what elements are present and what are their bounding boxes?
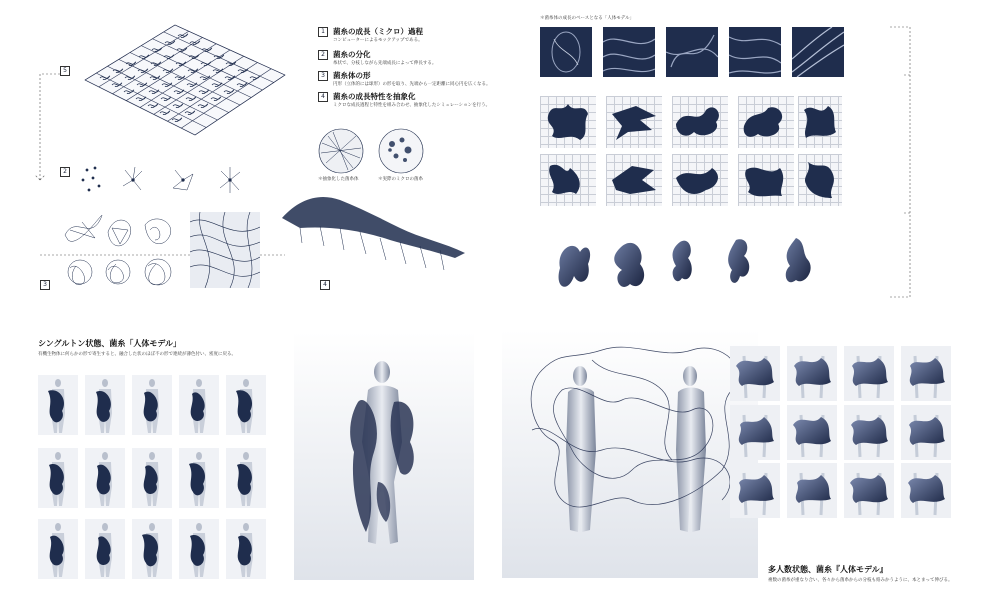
mycelium-landscape: [280, 188, 470, 278]
singleton-figure-large: [294, 332, 474, 580]
texture-thumb-1: [540, 27, 592, 77]
texture-thumb-4: [729, 27, 781, 77]
multi-figure-card: [844, 405, 894, 460]
step-3-title: 菌糸体の形: [333, 71, 371, 80]
top-right-header: ＊菌糸体の成長のベースとなる「人体モデル」: [540, 16, 635, 21]
step-1-num: 1: [318, 27, 328, 37]
singleton-figure-card: [85, 375, 125, 435]
multi-title: 多人数状態、菌糸『人体モデル』: [768, 565, 888, 574]
grid-blob-9: [738, 154, 794, 206]
texture-thumb-5: [792, 27, 844, 77]
step-1-desc: コンピューターによるモックアップである。: [333, 38, 423, 43]
multi-figure-large: [502, 330, 758, 578]
multi-figure-card: [730, 346, 780, 401]
singleton-figure-card: [226, 375, 266, 435]
singleton-figure-card: [132, 375, 172, 435]
grid-blob-6: [540, 154, 596, 206]
grid-blob-1: [540, 96, 596, 148]
singleton-figure-card: [226, 448, 266, 508]
multi-figure-card: [730, 405, 780, 460]
abstract-mycelium-circle: [318, 128, 364, 174]
step-3-num: 3: [318, 71, 328, 81]
singleton-figure-card: [38, 448, 78, 508]
texture-thumb-3: [666, 27, 718, 77]
singleton-figure-card: [132, 448, 172, 508]
singleton-figure-card: [179, 448, 219, 508]
circle-caption-2: ＊実際のミクロの菌糸: [378, 177, 423, 182]
singleton-figure-card: [132, 519, 172, 579]
singleton-title: シングルトン状態、菌糸「人体モデル」: [38, 339, 181, 348]
singleton-figure-card: [179, 375, 219, 435]
singleton-figure-card: [226, 519, 266, 579]
texture-thumb-2: [603, 27, 655, 77]
step-4-title: 菌糸の成長特性を抽象化: [333, 92, 416, 101]
multi-figure-card: [787, 405, 837, 460]
step-1-title: 菌糸の成長（ミクロ）過程: [333, 27, 423, 36]
multi-figure-card: [901, 405, 951, 460]
step-4-num: 4: [318, 92, 328, 102]
woven-mesh-detail: [190, 212, 260, 288]
marker-4: 4: [320, 280, 330, 290]
step-2-desc: 糸状で、分枝しながら先端成長によって伸長する。: [333, 61, 437, 66]
singleton-desc: 有機生物体に何らかの形で寄生すると、融合した状のほぼ不の形で連続が薄色付い、密度に戻る。: [38, 352, 236, 357]
step-2-num: 2: [318, 50, 328, 60]
step-4-desc: ミクロな成長過程と特性を組み合わせ、抽象化したシミュレーションを行う。: [333, 103, 491, 108]
tangle-sketches: [60, 210, 190, 290]
singleton-figure-card: [38, 519, 78, 579]
grid-blob-3: [672, 96, 728, 148]
smooth-blob-row: [550, 228, 840, 308]
multi-desc: 複数の菌糸が重なり合い、各々から菌糸からの分枝も絡みかうように、本とまって伸びる。: [768, 578, 953, 583]
marker-5: 5: [60, 66, 70, 76]
branching-diagrams: [75, 160, 255, 200]
multi-figure-card: [901, 463, 951, 518]
step-2-title: 菌糸の分化: [333, 50, 371, 59]
right-bracket: [888, 25, 918, 305]
grid-blob-8: [672, 154, 728, 206]
marker-2: 2: [60, 167, 70, 177]
multi-figure-card: [844, 463, 894, 518]
marker-3: 3: [40, 280, 50, 290]
micro-mycelium-circle: [378, 128, 424, 174]
singleton-figure-card: [38, 375, 78, 435]
multi-figure-card: [787, 463, 837, 518]
grid-blob-5: [798, 96, 842, 148]
singleton-figure-card: [85, 519, 125, 579]
singleton-figure-card: [85, 448, 125, 508]
grid-blob-2: [606, 96, 662, 148]
multi-figure-card: [787, 346, 837, 401]
multi-figure-card: [844, 346, 894, 401]
grid-blob-7: [606, 154, 662, 206]
circle-caption-1: ＊抽象化した菌糸体: [318, 177, 359, 182]
singleton-figure-card: [179, 519, 219, 579]
grid-blob-4: [738, 96, 794, 148]
step-3-desc: 円形（立体的には球形）の形を取り、先端から一定距離に同心円を広くなる。: [333, 82, 491, 87]
grid-blob-10: [798, 154, 842, 206]
multi-figure-card: [901, 346, 951, 401]
multi-figure-card: [730, 463, 780, 518]
